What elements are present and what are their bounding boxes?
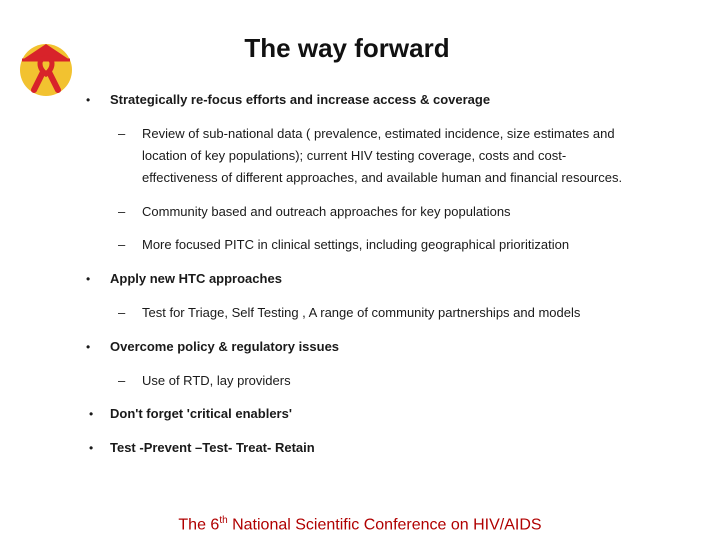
- bullet-4-text: Don't forget 'critical enablers': [110, 406, 292, 421]
- sub-dash: –: [118, 237, 126, 252]
- bullet-3-sub-1: Use of RTD, lay providers: [142, 373, 291, 388]
- bullet-5-text: Test -Prevent –Test- Treat- Retain: [110, 440, 315, 455]
- bullet-3-text: Overcome policy & regulatory issues: [110, 339, 340, 354]
- bullet-1-sub-1-line-3: effectiveness of different approaches, and available human and financial resources.: [142, 170, 623, 185]
- bullet-dot: •: [86, 272, 91, 286]
- footer-suffix: National Scientific Conference on HIV/AIDS: [227, 516, 542, 534]
- bullet-1-sub-3: More focused PITC in clinical settings, including geographical prioritization: [142, 237, 570, 252]
- bullet-dot: •: [86, 340, 91, 354]
- footer-superscript: th: [219, 515, 228, 526]
- bullet-1-sub-1-line-2: location of key populations); current HIV testing coverage, costs and cost-: [142, 148, 567, 163]
- bullet-dot: •: [89, 441, 94, 455]
- footer-prefix: The 6: [178, 516, 220, 534]
- bullet-2-sub-1: Test for Triage, Self Testing , A range of community partnerships and models: [142, 305, 581, 320]
- bullet-1-sub-2: Community based and outreach approaches for key populations: [142, 204, 511, 219]
- footer-conference-title: [0, 515, 720, 534]
- sub-dash: –: [118, 305, 126, 320]
- sub-dash: –: [118, 126, 126, 141]
- bullet-1-text: Strategically re-focus efforts and increase access & coverage: [110, 92, 491, 107]
- bullet-dot: •: [86, 93, 91, 107]
- bullet-2-text: Apply new HTC approaches: [110, 271, 282, 286]
- bullet-dot: •: [89, 407, 94, 421]
- sub-dash: –: [118, 204, 126, 219]
- slide-title: The way forward: [244, 33, 450, 63]
- bullet-1-sub-1-line-1: Review of sub-national data ( prevalence, estimated incidence, size estimates and: [142, 126, 615, 141]
- sub-dash: –: [118, 373, 126, 388]
